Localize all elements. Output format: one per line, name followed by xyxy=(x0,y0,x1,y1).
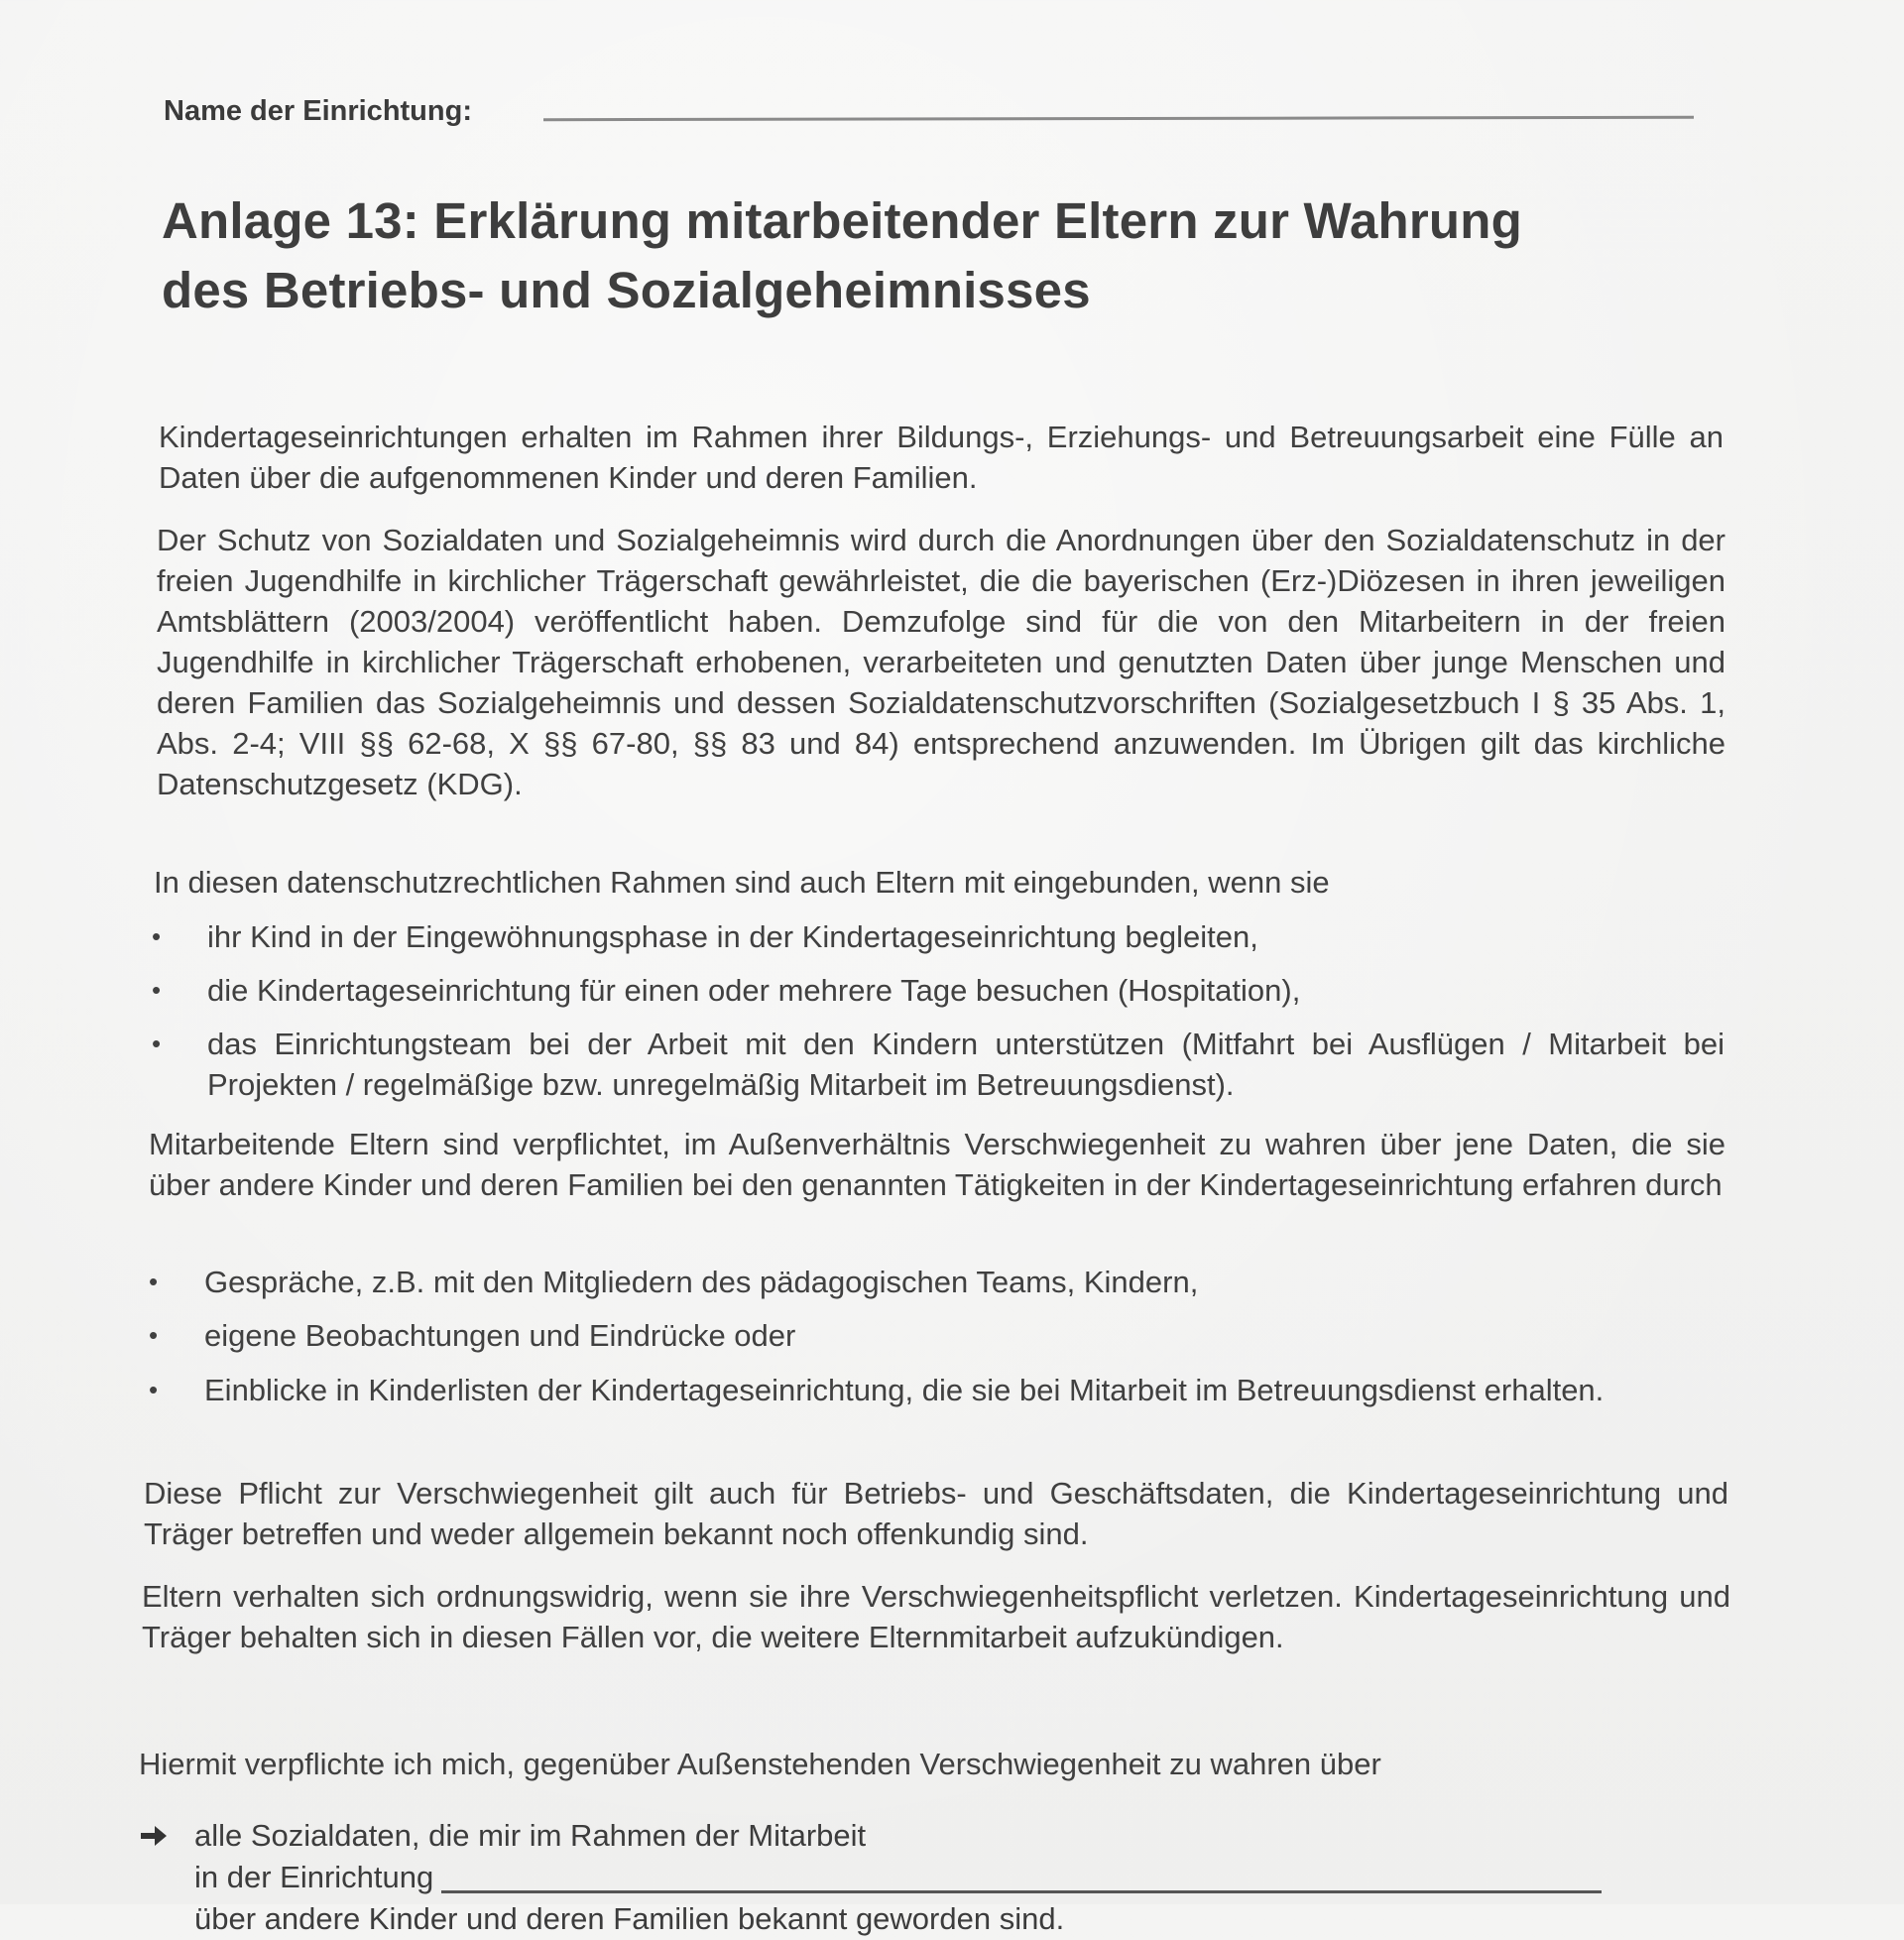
bullet-icon: • xyxy=(149,1267,159,1296)
list-item: • Gespräche, z.B. mit den Mitgliedern des pädagogischen Teams, Kindern, xyxy=(149,1262,1537,1302)
list-item: • Einblicke in Kinderlisten der Kindertageseinrichtung, die sie bei Mitarbeit im Betreuungsdienst erhalten. xyxy=(149,1370,1727,1410)
title-line-1: Anlage 13: Erklärung mitarbeitender Eltern zur Wahrung xyxy=(162,192,1522,249)
bullet-icon: • xyxy=(149,1320,159,1350)
institution-name-field[interactable] xyxy=(543,116,1694,121)
legal-basis-paragraph: Der Schutz von Sozialdaten und Sozialgeheimnis wird durch die Anordnungen über den Sozialdatenschutz in der freien Jugendhilfe in kirchlicher Trägerschaft gewährleistet, die die bayerischen (Erz-)Diözesen in ihren jeweiligen Amtsblättern (2003/2004) veröffentlicht haben. Demzufolge sind für die von den Mitarbeitern in der freien Jugendhilfe in kirchlicher Trägerschaft erhobenen, verarbeiteten und genutzten Daten über junge Menschen und deren Familien das Sozialgeheimnis und dessen Sozialdatenschutzvorschriften (Sozialgesetzbuch I § 35 Abs. 1, Abs. 2-4; VIII §§ 62-68, X §§ 67-80, §§ 83 und 84) entsprechend anzuwenden. Im Übrigen gilt das kirchliche Datenschutzgesetz (KDG). xyxy=(157,523,1726,801)
declaration-paragraph: Hiermit verpflichte ich mich, gegenüber Außenstehenden Verschwiegenheit zu wahren über xyxy=(139,1747,1381,1781)
violation-paragraph: Eltern verhalten sich ordnungswidrig, wenn sie ihre Verschwiegenheitspflicht verletzen. Kindertageseinrichtung und Träger behalten sich in diesen Fällen vor, die weitere Elternmitarbeit aufzukündigen. xyxy=(142,1579,1730,1654)
list-item: • eigene Beobachtungen und Eindrücke oder xyxy=(149,1315,1537,1356)
bullet-icon: • xyxy=(149,1375,159,1404)
confidentiality-obligation-paragraph: Mitarbeitende Eltern sind verpflichtet, im Außenverhältnis Verschwiegenheit zu wahren über jene Daten, die sie über andere Kinder und deren Familien bei den genannten Tätigkeiten in der Kindertageseinrichtung erfahren durch xyxy=(149,1127,1726,1202)
list-item: • die Kindertageseinrichtung für einen oder mehrere Tage besuchen (Hospitation), xyxy=(152,970,1728,1011)
declaration-line-2 xyxy=(194,1857,1781,1898)
facility-label: in der Einrichtung xyxy=(194,1860,434,1894)
parents-scope-paragraph: In diesen datenschutzrechtlichen Rahmen sind auch Eltern mit eingebunden, wenn sie xyxy=(154,865,1330,900)
institution-name-label: Name der Einrichtung: xyxy=(164,95,472,127)
intro-paragraph: Kindertageseinrichtungen erhalten im Rahmen ihrer Bildungs-, Erziehungs- und Betreuungsarbeit eine Fülle an Daten über die aufgenommenen Kinder und deren Familien. xyxy=(159,420,1724,495)
bullet-icon: • xyxy=(152,1029,162,1058)
arrow-right-icon xyxy=(139,1823,169,1849)
bullet-icon: • xyxy=(152,921,162,951)
document-title xyxy=(162,186,1748,325)
declaration-line-3: über andere Kinder und deren Familien bekannt geworden sind. xyxy=(194,1901,1065,1936)
list-item: • das Einrichtungsteam bei der Arbeit mit den Kindern unterstützen (Mitfahrt bei Ausflügen / Mitarbeit bei Projekten / regelmäßige bzw. unregelmäßig Mitarbeit im Betreuungsdienst). xyxy=(152,1024,1725,1105)
facility-name-field[interactable] xyxy=(441,1890,1602,1893)
declaration-line-1: alle Sozialdaten, die mir im Rahmen der Mitarbeit xyxy=(194,1818,867,1853)
business-data-paragraph: Diese Pflicht zur Verschwiegenheit gilt auch für Betriebs- und Geschäftsdaten, die Kindertageseinrichtung und Träger betreffen und weder allgemein bekannt noch offenkundig sind. xyxy=(144,1476,1728,1551)
bullet-icon: • xyxy=(152,975,162,1005)
list-item: • ihr Kind in der Eingewöhnungsphase in der Kindertageseinrichtung begleiten, xyxy=(152,916,1728,957)
title-line-2: des Betriebs- und Sozialgeheimnisses xyxy=(162,262,1091,318)
